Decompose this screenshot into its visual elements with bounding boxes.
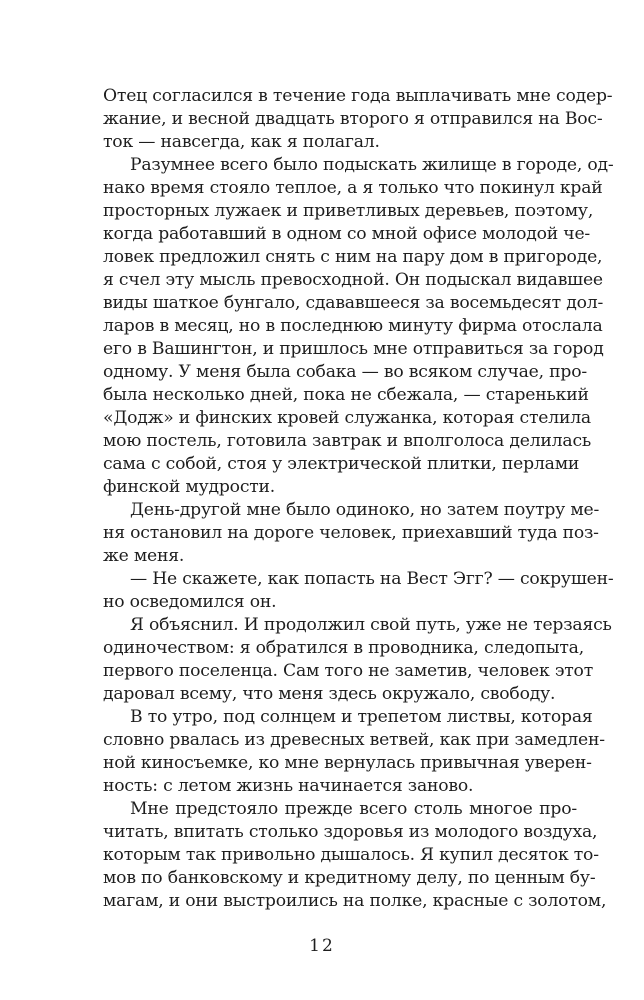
text-line: жание, и весной двадцать второго я отправился на Вос-	[103, 109, 603, 129]
text-line: финской мудрости.	[103, 477, 276, 497]
text-line: одному. У меня была собака — во всяком случае, про-	[103, 362, 587, 382]
paragraph	[103, 499, 600, 568]
page-number: 12	[309, 936, 335, 956]
text-line: словно рвалась из древесных ветвей, как при замедлен-	[103, 730, 605, 750]
text-line: — Не скажете, как попасть на Вест Эгг? — сокрушен-	[130, 569, 614, 589]
text-line: даровал всему, что меня здесь окружало, свободу.	[103, 684, 556, 704]
text-line: Мне предстояло прежде всего столь многое про-	[130, 799, 577, 819]
text-line: которым так привольно дышалось. Я купил десяток то-	[103, 845, 599, 865]
paragraph	[103, 154, 614, 499]
text-line: Я объяснил. И продолжил свой путь, уже не терзаясь	[130, 615, 612, 635]
text-line: ток — навсегда, как я полагал.	[103, 132, 380, 152]
text-line: магам, и они выстроились на полке, красные с золотом,	[103, 891, 607, 911]
text-line: его в Вашингтон, и пришлось мне отправиться за город	[103, 339, 604, 359]
text-line: виды шаткое бунгало, сдававшееся за восемьдесят дол-	[103, 293, 604, 313]
text-line: читать, впитать столько здоровья из молодого воздуха,	[103, 822, 598, 842]
text-line: ларов в месяц, но в последнюю минуту фирма отослала	[103, 316, 603, 336]
text-line: же меня.	[103, 546, 185, 566]
text-line: была несколько дней, пока не сбежала, — старенький	[103, 385, 589, 405]
text-line: когда работавший в одном со мной офисе молодой че-	[103, 224, 591, 244]
text-line: просторных лужаек и приветливых деревьев, поэтому,	[103, 201, 594, 221]
text-line: нако время стояло теплое, а я только что покинул край	[103, 178, 603, 198]
text-line: мою постель, готовила завтрак и вполголоса делилась	[103, 431, 592, 451]
text-line: В то утро, под солнцем и трепетом листвы, которая	[130, 707, 593, 727]
paragraph	[103, 614, 612, 706]
text-line: первого поселенца. Сам того не заметив, человек этот	[103, 661, 594, 681]
text-line: мов по банковскому и кредитному делу, по ценным бу-	[103, 868, 596, 888]
text-line: ной киносъемке, ко мне вернулась привычная уверен-	[103, 753, 592, 773]
text-line: сама с собой, стоя у электрической плитки, перлами	[103, 454, 580, 474]
page-body	[103, 85, 614, 913]
paragraph	[103, 706, 605, 798]
text-line: ность: с летом жизнь начинается заново.	[103, 776, 474, 796]
text-line: День-другой мне было одиноко, но затем поутру ме-	[130, 500, 600, 520]
text-line: «Додж» и финских кровей служанка, которая стелила	[103, 408, 591, 428]
text-line: Отец согласился в течение года выплачивать мне содер-	[103, 86, 613, 106]
text-line: Разумнее всего было подыскать жилище в городе, од-	[130, 155, 614, 175]
text-line: ловек предложил снять с ним на пару дом в пригороде,	[103, 247, 603, 267]
text-line: но осведомился он.	[103, 592, 277, 612]
paragraph	[103, 798, 607, 913]
paragraph	[103, 568, 614, 614]
paragraph	[103, 85, 613, 154]
text-line: одиночеством: я обратился в проводника, следопыта,	[103, 638, 584, 658]
text-line: я счел эту мысль превосходной. Он подыскал видавшее	[103, 270, 603, 290]
text-line: ня остановил на дороге человек, приехавший туда поз-	[103, 523, 599, 543]
